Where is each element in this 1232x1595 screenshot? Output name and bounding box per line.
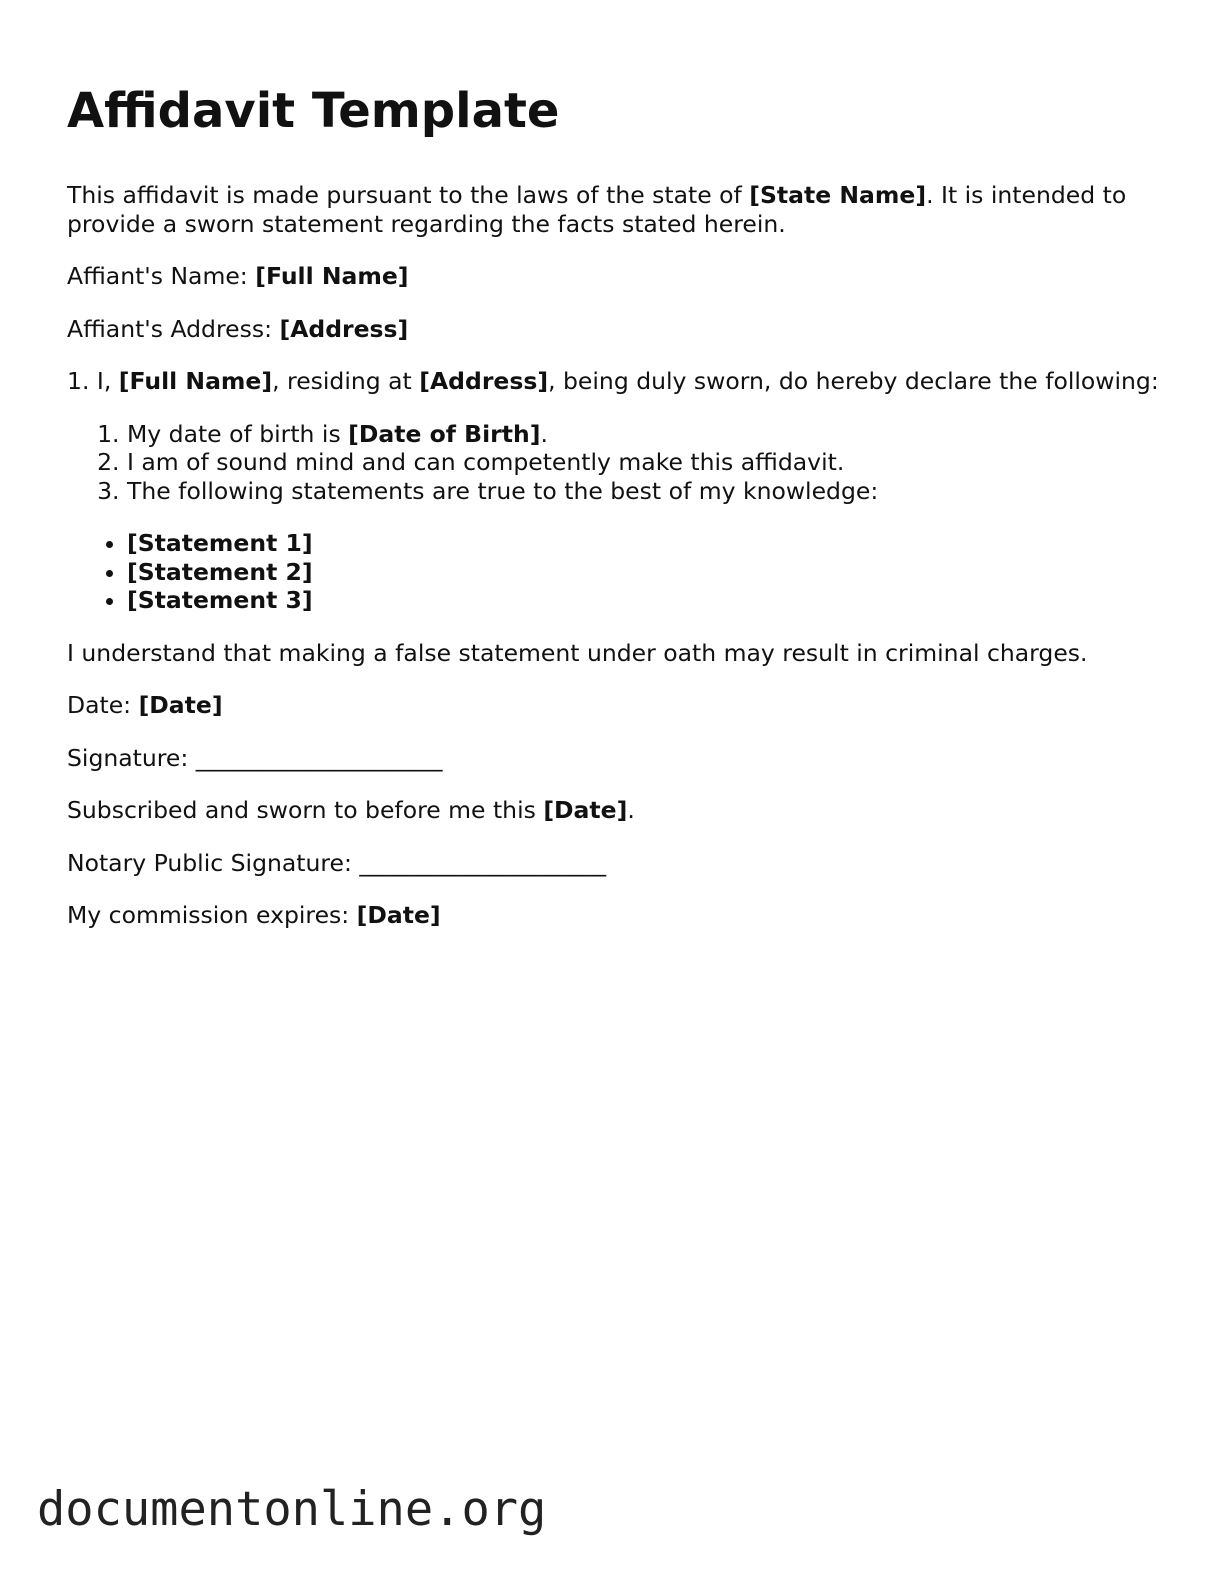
statement-item: [127, 529, 1177, 558]
statement-placeholder: [Statement 1]: [127, 529, 313, 557]
statement-placeholder: [Statement 2]: [127, 557, 313, 586]
statement-placeholder: [Statement 3]: [127, 586, 313, 614]
declaration-name-placeholder: [Full Name]: [118, 367, 273, 395]
state-name-placeholder: [State Name]: [749, 181, 927, 209]
affiant-name-label: Affiant's Name:: [67, 262, 256, 290]
date-placeholder: [Date]: [138, 691, 223, 719]
notary-signature-blank: _____________________: [359, 848, 607, 877]
date-of-birth-placeholder: [Date of Birth]: [348, 419, 541, 448]
facts-list: [67, 420, 1177, 506]
affiant-name-placeholder: [Full Name]: [255, 262, 409, 290]
subscribed-post: .: [627, 796, 635, 824]
date-line: [67, 691, 1177, 720]
statement-item: [127, 558, 1177, 587]
signature-blank: _____________________: [195, 743, 443, 772]
intro-paragraph: [67, 181, 1177, 238]
page-title: Affidavit Template: [67, 83, 560, 139]
affiant-address-label: Affiant's Address:: [67, 314, 280, 343]
warning-paragraph: I understand that making a false statement under oath may result in criminal charges.: [67, 638, 1088, 667]
signature-line: [67, 744, 1177, 773]
fact-1-pre: My date of birth is: [127, 419, 349, 448]
affiant-name-line: [67, 262, 1177, 291]
fact-item-3: 3. The following statements are true to the best of my knowledge:: [127, 477, 1177, 506]
statements-list: [67, 529, 1177, 615]
watermark-text: documentonline.org: [37, 1482, 547, 1537]
notary-signature-label: Notary Public Signature:: [67, 848, 360, 877]
intro-text-post: . It is intended to provide a sworn statement regarding the facts stated herein.: [67, 181, 1127, 238]
statement-item: [127, 586, 1177, 615]
fact-item-1: [127, 420, 1177, 449]
document-page: [67, 80, 1177, 954]
commission-line: [67, 901, 1177, 930]
declaration-address-placeholder: [Address]: [419, 367, 549, 395]
fact-item-2: 2. I am of sound mind and can competently make this affidavit.: [127, 448, 1177, 477]
declaration-pre: 1. I,: [67, 367, 119, 395]
intro-text-pre: This affidavit is made pursuant to the laws of the state of: [67, 181, 750, 209]
declaration-post: , being duly sworn, do hereby declare the following:: [548, 367, 1159, 395]
subscribed-pre: Subscribed and sworn to before me this: [67, 796, 544, 824]
signature-label: Signature:: [67, 743, 196, 772]
commission-label: My commission expires:: [67, 901, 357, 929]
affiant-address-line: [67, 315, 1177, 344]
declaration-paragraph: [67, 367, 1177, 396]
affiant-address-placeholder: [Address]: [279, 314, 409, 343]
date-label: Date:: [67, 691, 139, 719]
declaration-mid: , residing at: [272, 367, 420, 395]
fact-1-post: .: [540, 419, 548, 448]
subscribed-date-placeholder: [Date]: [543, 796, 628, 824]
commission-date-placeholder: [Date]: [356, 901, 441, 929]
subscribed-line: [67, 796, 1177, 825]
notary-signature-line: [67, 849, 1177, 878]
